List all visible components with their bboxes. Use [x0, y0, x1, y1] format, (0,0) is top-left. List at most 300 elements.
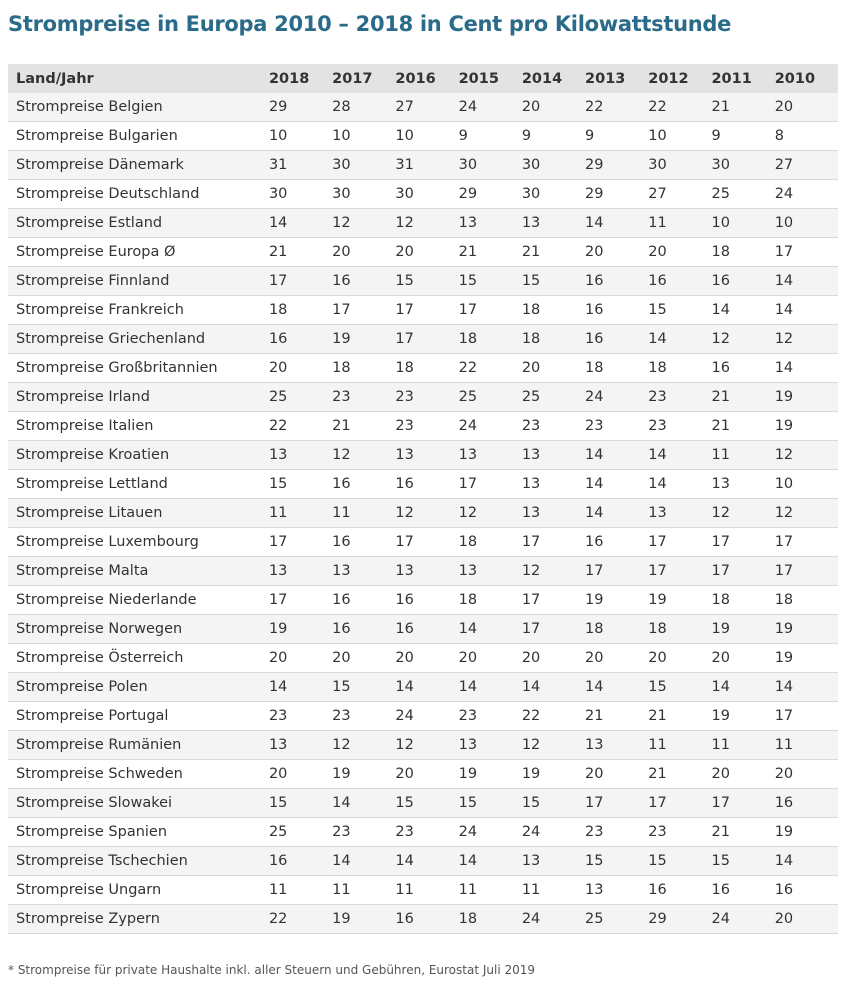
price-cell: 11 — [458, 882, 478, 898]
price-cell: 20 — [774, 99, 794, 115]
price-cell: 27 — [395, 99, 414, 115]
country-cell: Strompreise Deutschland — [16, 186, 200, 202]
price-cell: 19 — [268, 621, 288, 637]
price-cell: 19 — [332, 766, 351, 782]
price-cell: 16 — [711, 273, 730, 289]
price-cell: 19 — [585, 592, 604, 608]
country-cell: Strompreise Niederlande — [16, 592, 197, 608]
table-row — [8, 673, 838, 702]
price-cell: 15 — [395, 273, 414, 289]
price-cell: 25 — [585, 911, 604, 927]
country-cell: Strompreise Großbritannien — [16, 360, 218, 376]
table-row — [8, 412, 838, 441]
price-cell: 14 — [648, 476, 667, 492]
price-cell: 10 — [711, 215, 730, 231]
price-cell: 10 — [332, 128, 351, 144]
price-cell: 12 — [521, 563, 541, 579]
price-cell: 18 — [648, 621, 667, 637]
column-header-year: 2013 — [585, 70, 626, 87]
price-cell: 13 — [585, 737, 604, 753]
country-cell: Strompreise Italien — [16, 418, 154, 434]
price-cell: 13 — [521, 476, 541, 492]
price-cell: 12 — [774, 505, 794, 521]
table-row — [8, 818, 838, 847]
price-cell: 12 — [332, 215, 351, 231]
table-row — [8, 644, 838, 673]
price-cell: 23 — [332, 708, 351, 724]
column-header-year: 2014 — [521, 70, 563, 87]
price-cell: 20 — [395, 766, 414, 782]
price-cell: 24 — [458, 99, 478, 115]
price-cell: 20 — [711, 766, 730, 782]
price-cell: 20 — [648, 650, 667, 666]
price-cell: 12 — [332, 737, 351, 753]
table-row — [8, 847, 838, 876]
price-cell: 22 — [521, 708, 541, 724]
price-cell: 14 — [711, 679, 730, 695]
price-cell: 20 — [395, 244, 414, 260]
price-cell: 18 — [711, 592, 730, 608]
price-cell: 16 — [332, 476, 351, 492]
price-cell: 16 — [395, 621, 414, 637]
price-cell: 19 — [711, 621, 730, 637]
price-cell: 13 — [458, 215, 478, 231]
price-cell: 20 — [521, 99, 541, 115]
price-cell: 14 — [332, 853, 351, 869]
price-cell: 20 — [521, 650, 541, 666]
price-cell: 20 — [585, 244, 604, 260]
price-cell: 16 — [585, 331, 604, 347]
price-cell: 12 — [395, 215, 414, 231]
table-row — [8, 151, 838, 180]
country-cell: Strompreise Griechenland — [16, 331, 206, 347]
price-cell: 24 — [585, 389, 604, 405]
price-cell: 14 — [774, 273, 794, 289]
price-cell: 25 — [458, 389, 478, 405]
price-cell: 30 — [521, 186, 541, 202]
price-cell: 23 — [585, 418, 604, 434]
price-cell: 17 — [395, 302, 414, 318]
price-cell: 17 — [521, 621, 541, 637]
price-cell: 14 — [585, 447, 604, 463]
price-cell: 23 — [458, 708, 478, 724]
price-table — [8, 64, 838, 934]
table-row — [8, 731, 838, 760]
price-cell: 17 — [711, 534, 730, 550]
price-cell: 18 — [458, 592, 478, 608]
price-cell: 12 — [711, 331, 730, 347]
price-cell: 20 — [774, 911, 794, 927]
price-cell: 23 — [395, 824, 414, 840]
price-cell: 15 — [648, 679, 667, 695]
price-cell: 11 — [711, 737, 730, 753]
price-cell: 30 — [332, 157, 351, 173]
price-cell: 13 — [458, 447, 478, 463]
price-cell: 19 — [332, 911, 351, 927]
price-cell: 29 — [458, 186, 478, 202]
price-cell: 11 — [332, 505, 351, 521]
price-cell: 14 — [458, 679, 478, 695]
price-cell: 16 — [395, 592, 414, 608]
country-cell: Strompreise Slowakei — [16, 795, 173, 811]
price-cell: 15 — [648, 853, 667, 869]
price-cell: 20 — [268, 766, 288, 782]
price-cell: 13 — [711, 476, 730, 492]
price-cell: 21 — [268, 244, 288, 260]
price-cell: 13 — [521, 853, 541, 869]
price-cell: 23 — [648, 418, 667, 434]
price-cell: 15 — [268, 476, 288, 492]
price-cell: 30 — [648, 157, 667, 173]
price-cell: 14 — [774, 360, 794, 376]
price-cell: 31 — [268, 157, 288, 173]
price-cell: 18 — [268, 302, 288, 318]
price-cell: 16 — [332, 621, 351, 637]
price-cell: 14 — [648, 331, 667, 347]
price-cell: 12 — [774, 447, 794, 463]
table-row — [8, 760, 838, 789]
price-cell: 13 — [268, 447, 288, 463]
price-cell: 29 — [648, 911, 667, 927]
price-cell: 25 — [521, 389, 541, 405]
country-cell: Strompreise Rumänien — [16, 737, 182, 753]
price-cell: 19 — [332, 331, 351, 347]
table-row — [8, 325, 838, 354]
table-row — [8, 383, 838, 412]
country-cell: Strompreise Ungarn — [16, 882, 162, 898]
price-cell: 22 — [648, 99, 667, 115]
table-body — [8, 93, 838, 934]
price-cell: 25 — [268, 824, 288, 840]
price-cell: 14 — [774, 302, 794, 318]
price-cell: 16 — [648, 273, 667, 289]
price-cell: 30 — [395, 186, 414, 202]
price-cell: 24 — [711, 911, 730, 927]
price-cell: 16 — [332, 534, 351, 550]
price-cell: 30 — [711, 157, 730, 173]
price-cell: 14 — [711, 302, 730, 318]
price-cell: 23 — [585, 824, 604, 840]
price-cell: 14 — [268, 215, 288, 231]
table-row — [8, 499, 838, 528]
price-cell: 17 — [395, 534, 414, 550]
price-cell: 9 — [458, 128, 468, 144]
price-cell: 13 — [648, 505, 667, 521]
price-cell: 29 — [268, 99, 288, 115]
price-cell: 23 — [268, 708, 288, 724]
price-cell: 16 — [332, 592, 351, 608]
price-cell: 15 — [521, 795, 541, 811]
price-cell: 19 — [774, 389, 794, 405]
price-cell: 24 — [395, 708, 414, 724]
price-cell: 17 — [774, 563, 794, 579]
price-cell: 24 — [458, 418, 478, 434]
price-cell: 16 — [585, 273, 604, 289]
table-header-row — [8, 64, 838, 93]
price-cell: 18 — [458, 331, 478, 347]
price-cell: 10 — [774, 215, 794, 231]
price-cell: 18 — [774, 592, 794, 608]
price-cell: 12 — [774, 331, 794, 347]
country-cell: Strompreise Irland — [16, 389, 150, 405]
price-cell: 13 — [332, 563, 351, 579]
price-cell: 17 — [521, 534, 541, 550]
price-cell: 14 — [774, 679, 794, 695]
table-row — [8, 209, 838, 238]
price-cell: 19 — [458, 766, 478, 782]
price-cell: 13 — [268, 737, 288, 753]
price-cell: 12 — [395, 505, 414, 521]
table-row — [8, 470, 838, 499]
column-header-year: 2017 — [332, 70, 373, 87]
price-cell: 20 — [395, 650, 414, 666]
price-cell: 12 — [458, 505, 478, 521]
price-cell: 22 — [268, 911, 288, 927]
table-row — [8, 557, 838, 586]
price-cell: 30 — [332, 186, 351, 202]
price-cell: 15 — [521, 273, 541, 289]
price-cell: 21 — [458, 244, 478, 260]
price-cell: 11 — [711, 447, 730, 463]
price-cell: 18 — [648, 360, 667, 376]
price-cell: 16 — [585, 534, 604, 550]
table-row — [8, 702, 838, 731]
price-cell: 11 — [268, 882, 288, 898]
country-cell: Strompreise Luxembourg — [16, 534, 199, 550]
price-cell: 15 — [585, 853, 604, 869]
table-row — [8, 789, 838, 818]
price-cell: 23 — [332, 824, 351, 840]
price-cell: 11 — [395, 882, 414, 898]
price-cell: 20 — [774, 766, 794, 782]
price-cell: 16 — [268, 853, 288, 869]
price-cell: 21 — [711, 389, 730, 405]
price-cell: 18 — [458, 911, 478, 927]
table-row — [8, 876, 838, 905]
price-cell: 12 — [395, 737, 414, 753]
price-cell: 21 — [648, 766, 667, 782]
price-cell: 20 — [521, 360, 541, 376]
country-cell: Strompreise Estland — [16, 215, 163, 231]
price-cell: 20 — [332, 650, 351, 666]
price-cell: 17 — [585, 563, 604, 579]
price-cell: 14 — [585, 476, 604, 492]
price-cell: 21 — [711, 418, 730, 434]
table-row — [8, 615, 838, 644]
price-cell: 16 — [332, 273, 351, 289]
price-cell: 14 — [585, 505, 604, 521]
table-row — [8, 528, 838, 557]
price-cell: 17 — [774, 534, 794, 550]
table-row — [8, 296, 838, 325]
price-cell: 8 — [774, 128, 784, 144]
table-row — [8, 267, 838, 296]
price-cell: 13 — [395, 563, 414, 579]
price-cell: 13 — [521, 505, 541, 521]
price-cell: 19 — [774, 621, 794, 637]
price-cell: 15 — [332, 679, 351, 695]
price-cell: 14 — [585, 215, 604, 231]
price-cell: 18 — [332, 360, 351, 376]
column-header-year: 2011 — [711, 70, 752, 87]
price-cell: 12 — [332, 447, 351, 463]
price-cell: 29 — [585, 186, 604, 202]
price-cell: 20 — [585, 766, 604, 782]
country-cell: Strompreise Kroatien — [16, 447, 170, 463]
country-cell: Strompreise Spanien — [16, 824, 168, 840]
price-cell: 22 — [268, 418, 288, 434]
price-cell: 17 — [648, 563, 667, 579]
price-cell: 17 — [648, 534, 667, 550]
price-cell: 20 — [268, 360, 288, 376]
price-cell: 17 — [332, 302, 351, 318]
price-cell: 15 — [648, 302, 667, 318]
price-cell: 25 — [711, 186, 730, 202]
price-cell: 16 — [395, 911, 414, 927]
price-cell: 16 — [774, 795, 794, 811]
page-title: Strompreise in Europa 2010 – 2018 in Cent pro Kilowattstunde — [8, 12, 732, 36]
price-cell: 13 — [458, 737, 478, 753]
price-cell: 16 — [711, 360, 730, 376]
price-cell: 17 — [774, 708, 794, 724]
country-cell: Strompreise Litauen — [16, 505, 163, 521]
price-cell: 14 — [774, 853, 794, 869]
column-header-year: 2012 — [648, 70, 689, 87]
price-cell: 17 — [458, 476, 478, 492]
country-cell: Strompreise Polen — [16, 679, 148, 695]
price-cell: 15 — [458, 273, 478, 289]
price-cell: 11 — [774, 737, 794, 753]
price-cell: 21 — [711, 99, 730, 115]
price-cell: 18 — [521, 302, 541, 318]
price-cell: 14 — [521, 679, 541, 695]
column-header-year: 2010 — [774, 70, 816, 87]
price-cell: 10 — [268, 128, 288, 144]
country-cell: Strompreise Dänemark — [16, 157, 184, 173]
price-cell: 13 — [458, 563, 478, 579]
price-cell: 19 — [774, 418, 794, 434]
price-cell: 18 — [711, 244, 730, 260]
price-cell: 19 — [711, 708, 730, 724]
price-cell: 23 — [332, 389, 351, 405]
country-cell: Strompreise Lettland — [16, 476, 168, 492]
price-cell: 13 — [268, 563, 288, 579]
price-cell: 13 — [521, 215, 541, 231]
price-cell: 21 — [585, 708, 604, 724]
price-cell: 17 — [585, 795, 604, 811]
price-cell: 18 — [395, 360, 414, 376]
country-cell: Strompreise Zypern — [16, 911, 160, 927]
price-cell: 21 — [711, 824, 730, 840]
price-cell: 28 — [332, 99, 351, 115]
price-cell: 15 — [458, 795, 478, 811]
price-cell: 21 — [648, 708, 667, 724]
price-cell: 13 — [395, 447, 414, 463]
table-row — [8, 122, 838, 151]
price-cell: 9 — [585, 128, 595, 144]
country-cell: Strompreise Finnland — [16, 273, 170, 289]
price-cell: 14 — [648, 447, 667, 463]
price-cell: 27 — [774, 157, 794, 173]
price-cell: 30 — [458, 157, 478, 173]
price-cell: 24 — [774, 186, 794, 202]
table-row — [8, 586, 838, 615]
price-cell: 30 — [521, 157, 541, 173]
price-cell: 9 — [521, 128, 532, 144]
price-cell: 14 — [585, 679, 604, 695]
price-cell: 22 — [458, 360, 478, 376]
price-cell: 17 — [711, 563, 730, 579]
price-cell: 17 — [648, 795, 667, 811]
column-header-year: 2016 — [395, 70, 436, 87]
price-cell: 9 — [711, 128, 721, 144]
price-cell: 18 — [521, 331, 541, 347]
price-cell: 25 — [268, 389, 288, 405]
price-cell: 19 — [521, 766, 541, 782]
price-cell: 14 — [395, 853, 414, 869]
country-cell: Strompreise Norwegen — [16, 621, 183, 637]
country-cell: Strompreise Malta — [16, 563, 149, 579]
price-cell: 19 — [648, 592, 667, 608]
price-cell: 27 — [648, 186, 667, 202]
price-cell: 21 — [332, 418, 351, 434]
country-cell: Strompreise Belgien — [16, 99, 163, 115]
price-cell: 29 — [585, 157, 604, 173]
price-cell: 13 — [585, 882, 604, 898]
price-cell: 19 — [774, 650, 794, 666]
footnote: * Strompreise für private Haushalte inkl. aller Steuern und Gebühren, Eurostat Juli 2019 — [8, 963, 536, 977]
price-cell: 18 — [585, 360, 604, 376]
price-cell: 23 — [395, 389, 414, 405]
price-cell: 12 — [521, 737, 541, 753]
price-cell: 24 — [521, 911, 541, 927]
price-cell: 11 — [332, 882, 351, 898]
country-cell: Strompreise Bulgarien — [16, 128, 178, 144]
price-cell: 16 — [395, 476, 414, 492]
price-cell: 17 — [774, 244, 794, 260]
price-cell: 16 — [268, 331, 288, 347]
table-row — [8, 93, 838, 122]
price-cell: 10 — [648, 128, 667, 144]
country-cell: Strompreise Portugal — [16, 708, 169, 724]
price-cell: 16 — [711, 882, 730, 898]
table-row — [8, 354, 838, 383]
price-cell: 24 — [521, 824, 541, 840]
price-cell: 18 — [458, 534, 478, 550]
price-cell: 14 — [395, 679, 414, 695]
price-cell: 16 — [774, 882, 794, 898]
price-cell: 14 — [458, 853, 478, 869]
price-cell: 17 — [395, 331, 414, 347]
price-cell: 17 — [268, 273, 288, 289]
price-cell: 20 — [332, 244, 351, 260]
price-cell: 13 — [521, 447, 541, 463]
price-cell: 16 — [585, 302, 604, 318]
country-cell: Strompreise Frankreich — [16, 302, 184, 318]
price-cell: 14 — [458, 621, 478, 637]
table-row — [8, 180, 838, 209]
column-header-country: Land/Jahr — [16, 70, 94, 87]
price-cell: 15 — [268, 795, 288, 811]
price-cell: 15 — [395, 795, 414, 811]
price-cell: 17 — [458, 302, 478, 318]
price-cell: 17 — [268, 592, 288, 608]
country-cell: Strompreise Österreich — [16, 650, 184, 666]
price-cell: 23 — [648, 824, 667, 840]
price-cell: 14 — [332, 795, 351, 811]
column-header-year: 2015 — [458, 70, 499, 87]
price-cell: 11 — [521, 882, 541, 898]
